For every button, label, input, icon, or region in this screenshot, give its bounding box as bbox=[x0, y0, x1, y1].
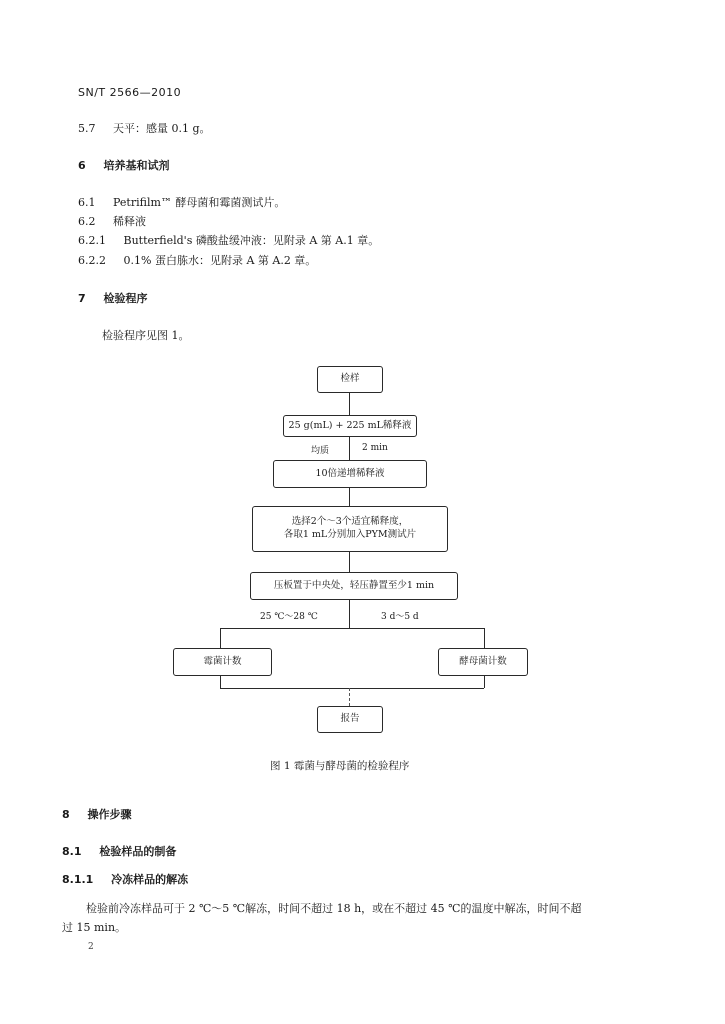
section-number: 8 bbox=[62, 808, 70, 821]
flow-sample-box bbox=[317, 366, 383, 393]
section-number: 8.1 bbox=[62, 845, 82, 858]
section-8-1-1-heading bbox=[62, 871, 188, 887]
section-number: 8.1.1 bbox=[62, 873, 94, 886]
connector-line bbox=[484, 628, 485, 648]
section-number: 6.1 bbox=[78, 196, 96, 209]
section-text: 稀释液 bbox=[113, 215, 146, 228]
standard-code: SN/T 2566—2010 bbox=[78, 86, 182, 99]
section-title: 操作步骤 bbox=[87, 808, 132, 821]
flow-temp-label: 25 ℃～28 ℃ bbox=[260, 612, 318, 622]
section-title: 培养基和试剂 bbox=[103, 159, 170, 172]
connector-line bbox=[349, 688, 350, 706]
connector-line bbox=[220, 676, 221, 688]
flow-series-box bbox=[273, 460, 427, 488]
connector-line bbox=[349, 488, 350, 506]
section-6-1 bbox=[78, 194, 285, 210]
section-8-heading bbox=[62, 806, 132, 822]
section-text: 天平：感量 0.1 g。 bbox=[113, 122, 211, 135]
section-text: 0.1% 蛋白胨水：见附录 A 第 A.2 章。 bbox=[123, 254, 317, 267]
section-number: 6.2.1 bbox=[78, 234, 106, 247]
section-text: Petrifilm™ 酵母菌和霉菌测试片。 bbox=[113, 196, 286, 209]
connector-line bbox=[349, 552, 350, 572]
flow-choose-line2: 各取1 mL分别加入PYM测试片 bbox=[283, 529, 417, 540]
section-8-1-heading bbox=[62, 843, 176, 859]
section-6-2 bbox=[78, 213, 146, 229]
connector-line bbox=[349, 600, 350, 628]
section-title: 检验样品的制备 bbox=[99, 845, 177, 858]
connector-line bbox=[349, 393, 350, 415]
flow-dilution-label: 25 g(mL) + 225 mL稀释液 bbox=[288, 419, 412, 431]
flow-report-box bbox=[317, 706, 383, 733]
section-text: Butterfield's 磷酸盐缓冲液：见附录 A 第 A.1 章。 bbox=[123, 234, 380, 247]
flow-choose-line1: 选择2个～3个适宜稀释度， bbox=[291, 516, 409, 528]
flow-press-label: 压板置于中央处，轻压静置至少1 min bbox=[273, 579, 435, 591]
section-title: 冷冻样品的解冻 bbox=[111, 873, 189, 886]
connector-line bbox=[220, 628, 221, 648]
section-number: 6 bbox=[78, 159, 86, 172]
section-8-1-1-text-line2: 过 15 min。 bbox=[62, 921, 127, 934]
section-8-1-1-text-line1: 检验前冷冻样品可于 2 ℃～5 ℃解冻，时间不超过 18 h，或在不超过 45 ℃的温度中解冻，时间不超 bbox=[86, 902, 582, 915]
section-number: 5.7 bbox=[78, 122, 96, 135]
page-number: 2 bbox=[88, 942, 94, 952]
section-title: 检验程序 bbox=[103, 292, 148, 305]
section-6-2-1 bbox=[78, 232, 379, 248]
section-number: 6.2.2 bbox=[78, 254, 106, 267]
flow-series-label: 10倍递增稀释液 bbox=[315, 467, 385, 479]
connector-line bbox=[349, 437, 350, 460]
connector-line bbox=[484, 676, 485, 688]
flow-sample-label: 检样 bbox=[340, 373, 360, 385]
flow-mold-count-box bbox=[173, 648, 272, 676]
flow-press-box bbox=[250, 572, 458, 600]
flow-choose-box bbox=[252, 506, 448, 552]
flow-yeast-count-box bbox=[438, 648, 528, 676]
figure-caption: 图 1 霉菌与酵母菌的检验程序 bbox=[270, 760, 410, 772]
flow-days-label: 3 d～5 d bbox=[381, 612, 419, 622]
section-7-heading bbox=[78, 290, 148, 306]
flow-yeast-count-label: 酵母菌计数 bbox=[459, 655, 507, 667]
flow-report-label: 报告 bbox=[340, 713, 360, 725]
section-6-2-2 bbox=[78, 252, 316, 268]
flow-homogenize-label: 均质 bbox=[311, 446, 330, 456]
flow-time-label: 2 min bbox=[362, 443, 388, 453]
branch-line bbox=[220, 628, 484, 629]
flow-mold-count-label: 霉菌计数 bbox=[203, 655, 242, 667]
section-7-text: 检验程序见图 1。 bbox=[102, 329, 190, 342]
merge-line bbox=[220, 688, 484, 689]
section-5-7 bbox=[78, 120, 211, 136]
section-number: 7 bbox=[78, 292, 86, 305]
section-6-heading bbox=[78, 157, 170, 173]
section-number: 6.2 bbox=[78, 215, 96, 228]
flow-dilution-box bbox=[283, 415, 417, 437]
